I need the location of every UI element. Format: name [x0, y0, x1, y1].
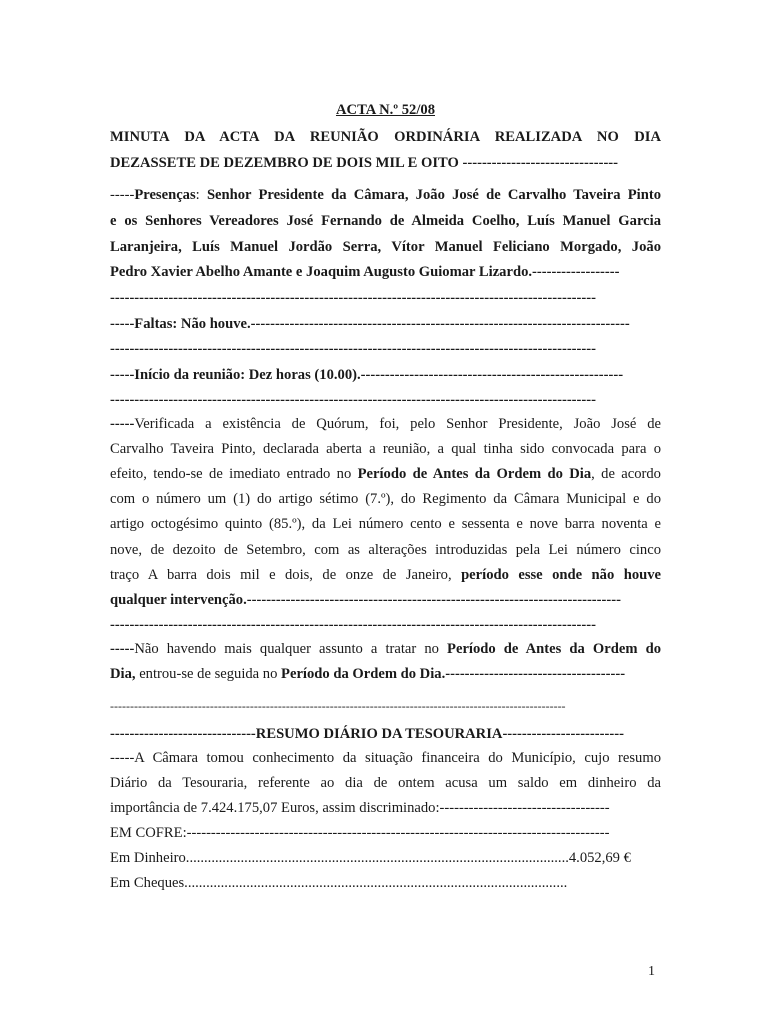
nao-havendo-bold: Período de Antes da Ordem do	[447, 641, 661, 657]
resumo-line-3: importância de 7.424.175,07 Euros, assim discriminado:-----------------------------------	[110, 800, 610, 816]
em-cheques-line: Em Cheques.........................................................................................................	[110, 875, 568, 891]
verificada-line-3	[110, 465, 661, 483]
nao-havendo-bold: Período da Ordem do Dia.	[281, 666, 446, 682]
presencas-line-3: Laranjeira, Luís Manuel Jordão Serra, Vítor Manuel Feliciano Morgado, João	[110, 239, 661, 255]
verificada-line-8: qualquer intervenção.-----------------------------------------------------------------------------	[110, 592, 621, 608]
inicio-line: -----Início da reunião: Dez horas (10.00).------------------------------------------------------	[110, 367, 624, 383]
verificada-line-2: Carvalho Taveira Pinto, declarada aberta a reunião, a qual tinha sido convocada para o	[110, 441, 661, 457]
nao-havendo-text: Não havendo mais qualquer assunto a tratar no	[134, 641, 448, 657]
presencas-text: Senhor Presidente da Câmara, João José de Carvalho Taveira Pinto	[206, 187, 661, 203]
separator-line: ----------------------------------------------------------------------------------------------------	[110, 617, 596, 633]
verificada-bold: período esse onde não houve	[461, 567, 661, 583]
faltas-line: -----Faltas: Não houve.------------------------------------------------------------------------------	[110, 316, 630, 332]
verificada-line-6: nove, de dezoito de Setembro, com as alterações introduzidas pela Lei número cinco	[110, 542, 661, 558]
nao-havendo-line-1	[110, 640, 661, 658]
presencas-line-2: e os Senhores Vereadores José Fernando de Almeida Coelho, Luís Manuel Garcia	[110, 213, 661, 229]
separator-line: ----------------------------------------------------------------------------------------------------	[110, 341, 596, 357]
verificada-line-4: com o número um (1) do artigo sétimo (7.º), do Regimento da Câmara Municipal e do	[110, 491, 661, 507]
separator-line: ----------------------------------------------------------------------------------------------------	[110, 392, 596, 408]
verificada-bold: Período de Antes da Ordem do Dia	[357, 466, 592, 482]
em-dinheiro-line: Em Dinheiro.........................................................................................................4.052,69 €	[110, 850, 631, 866]
verificada-text: efeito, tendo-se de imediato entrado no	[110, 466, 358, 482]
resumo-heading: ------------------------------RESUMO DIÁRIO DA TESOURARIA-------------------------	[110, 726, 624, 742]
verificada-text: traço A barra dois mil e dois, de onze de Janeiro,	[110, 567, 462, 583]
dash-lead: -----	[110, 416, 135, 432]
page-title: ACTA N.º 52/08	[335, 102, 435, 118]
separator-line: ----------------------------------------------------------------------------------------------------	[110, 290, 596, 306]
verificada-text: , de acordo	[591, 466, 661, 482]
presencas-line-4: Pedro Xavier Abelho Amante e Joaquim Augusto Guiomar Lizardo.------------------	[110, 264, 620, 280]
presencas-line-1	[110, 186, 661, 204]
heading-line-1: MINUTA DA ACTA DA REUNIÃO ORDINÁRIA REALIZADA NO DIA	[110, 129, 661, 145]
colon: :	[195, 187, 207, 203]
presencas-label: Presenças	[134, 187, 196, 203]
verificada-line-7	[110, 566, 661, 584]
dash-lead: -----	[110, 187, 135, 203]
nao-havendo-bold: Dia,	[110, 666, 136, 682]
resumo-line-1: -----A Câmara tomou conhecimento da situação financeira do Município, cujo resumo	[110, 750, 661, 766]
nao-havendo-text: entrou-se de seguida no	[135, 666, 282, 682]
em-cofre-line: EM COFRE:---------------------------------------------------------------------------------------	[110, 825, 610, 841]
dash-lead: -----	[110, 641, 135, 657]
heading-line-2: DEZASSETE DE DEZEMBRO DE DOIS MIL E OITO --------------------------------	[110, 155, 619, 171]
nao-havendo-line-2	[110, 665, 661, 683]
verificada-line-1	[110, 415, 661, 433]
resumo-line-2: Diário da Tesouraria, referente ao dia de ontem acusa um saldo em dinheiro da	[110, 775, 661, 791]
verificada-text: Verificada a existência de Quórum, foi, pelo Senhor Presidente, João José de	[134, 416, 661, 432]
dash-trail: -------------------------------------	[445, 666, 626, 682]
separator-line: ------------------------------------------------------------------------------------------------------------------	[110, 699, 566, 713]
page-number: 1	[648, 964, 655, 979]
verificada-line-5: artigo octogésimo quinto (85.º), da Lei número cento e sessenta e nove barra noventa e	[110, 516, 661, 532]
